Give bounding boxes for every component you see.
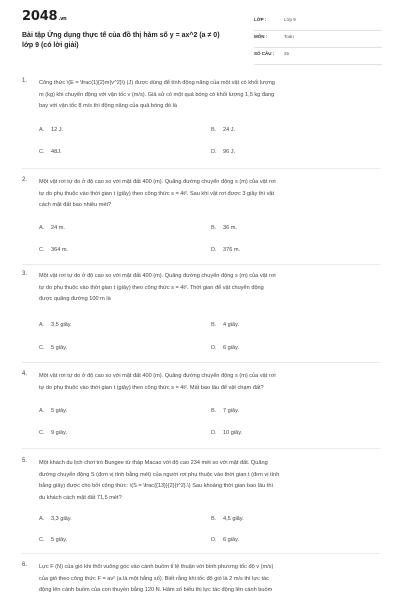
question-number: 4.	[22, 371, 28, 377]
meta-count-label: SỐ CÂU :	[254, 51, 275, 56]
option-d[interactable]: D. 10 giây.	[211, 430, 243, 436]
meta-count-value: 25	[284, 51, 290, 56]
option-c[interactable]: C. 5 giây.	[39, 537, 68, 543]
option-a[interactable]: A. 12 J.	[39, 127, 64, 133]
question-text: Lực F (N) của gió khi thổi vuông góc vào cánh buồm tỉ lệ thuận với bình phương tốc độ v (m/s) của gió theo công thức F = av² (a là một hằng số). Biết rằng khi tốc độ gió là 2 m/s thì lực tác động lên cánh buồm của con thuyền bằng 120 N. Hãm số biểu thị lực tác động lên cánh buồm	[39, 564, 274, 593]
question-3	[22, 271, 388, 357]
question-4	[22, 371, 388, 441]
meta-class-value: Lớp 9	[284, 17, 296, 22]
question-divider	[22, 362, 380, 363]
site-logo[interactable]: 2048.vn	[22, 9, 67, 24]
option-c[interactable]: C. 48J.	[39, 149, 62, 155]
meta-info-box	[254, 14, 382, 65]
question-divider	[22, 553, 380, 554]
question-divider	[22, 448, 380, 449]
question-divider	[22, 264, 380, 265]
question-number: 2.	[22, 177, 28, 183]
question-6	[22, 562, 388, 600]
question-2	[22, 177, 388, 257]
page-header	[0, 0, 400, 66]
question-number: 1.	[22, 78, 28, 84]
meta-class-label: LỚP :	[254, 17, 267, 22]
meta-count-row	[254, 48, 382, 65]
option-a[interactable]: A. 3,3 giây.	[39, 516, 72, 522]
option-a[interactable]: A. 24 m.	[39, 225, 65, 231]
question-number: 3.	[22, 271, 28, 277]
option-d[interactable]: D. 6 giây.	[211, 537, 240, 543]
question-1	[22, 78, 388, 158]
question-number: 5.	[22, 458, 28, 464]
question-text: Một vật rơi tự do ở độ cao so với mặt đất 400 (m). Quãng đường chuyển động s (m) của vật rơi tự do phụ thuộc vào thời gian t (giây) theo công thức s = 4t². Mất bao lâu để vật chạm đất?	[39, 373, 276, 391]
meta-subject-row	[254, 31, 382, 48]
option-b[interactable]: B. 24 J.	[211, 127, 236, 133]
option-a[interactable]: A. 5 giây.	[39, 408, 68, 414]
option-c[interactable]: C. 5 giây.	[39, 345, 68, 351]
question-5	[22, 458, 388, 548]
option-d[interactable]: D. 96 J.	[211, 149, 236, 155]
question-text: Một vật rơi tự do ở độ cao so với mặt đất 400 (m). Quãng đường chuyển động s (m) của vật rơi tự do phụ thuộc vào thời gian t (giây) theo công thức s = 4t². Sau khi vật rơi được 3 giây thì vật cách mặt đất bao nhiêu mét?	[39, 179, 276, 208]
option-d[interactable]: D. 6 giây.	[211, 345, 240, 351]
option-b[interactable]: B. 36 m.	[211, 225, 237, 231]
question-text: Một vật rơi tự do ở độ cao so với mặt đất 400 (m). Quãng đường chuyển động s (m) của vật rơi tự do phụ thuộc vào thời gian t (giây) theo công thức s = 4t². Thời gian để vật chuyển động được quãng đường 100 m là	[39, 273, 276, 302]
question-text: Công thức \(E = \frac{1}{2}m{v^2}\) (J) được dùng để tính động năng của một vật có khối lượng m (kg) khi chuyển động với vận tốc v (m/s). Giả sử có một quả bóng có khối lượng 1,5 kg đang bay với vận tốc 8 m/s thì động năng của quả bóng đó là	[39, 80, 275, 109]
meta-subject-value: Toán	[284, 34, 294, 39]
option-a[interactable]: A. 3,5 giây.	[39, 322, 72, 328]
option-b[interactable]: B. 4 giây.	[211, 322, 240, 328]
option-d[interactable]: D. 376 m.	[211, 247, 241, 253]
option-b[interactable]: B. 7 giây.	[211, 408, 240, 414]
document-title: Bài tập Ứng dụng thực tế của đồ thị hàm số y = ax^2 (a ≠ 0) lớp 9 (có lời giải)	[22, 32, 220, 49]
option-b[interactable]: B. 4,5 giây.	[211, 516, 244, 522]
meta-class-row	[254, 14, 382, 31]
question-divider	[22, 168, 380, 169]
option-c[interactable]: C. 9 giây.	[39, 430, 68, 436]
meta-subject-label: MÔN :	[254, 34, 268, 39]
question-text: Một khách du lịch chơi trò Bungee từ tháp Macao với độ cao 234 mét so với mặt đất. Quãng đường chuyển động S (đơn vị tính bằng mét) của người rơi phụ thuộc vào thời gian t (đơn vị tính bằng giây) được cho bởi công thức: \(S = \frac{{13}}{2}{t^2}.\) Sau khoảng thời gian bao lâu thì du khách cách mặt đất 71,5 mét?	[39, 460, 280, 501]
option-c[interactable]: C. 364 m.	[39, 247, 69, 253]
question-number: 6.	[22, 562, 28, 568]
